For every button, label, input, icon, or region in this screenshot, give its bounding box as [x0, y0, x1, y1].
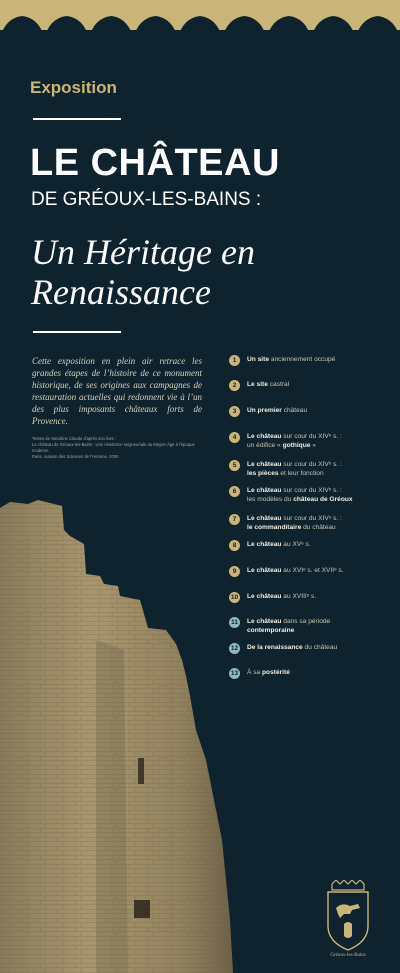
toc-item-rest: au XVIIIᵉ s. [281, 593, 317, 600]
title-rule-bottom [33, 331, 121, 333]
toc-item-text [247, 356, 397, 365]
toc-line2-tail: et leur fonction [278, 469, 324, 477]
toc-number-badge: 11 [229, 617, 240, 628]
toc-number-badge: 13 [230, 670, 239, 677]
toc-item-bold: Le château [247, 515, 282, 522]
toc-item-bold: De la renaissance [247, 644, 303, 651]
toc-item-bold-tail: postérité [262, 669, 290, 676]
title-rule-top [33, 118, 121, 120]
toc-line2-bold: contemporaine [247, 626, 295, 634]
toc-item-rest: château [281, 407, 308, 414]
crest-label: Gréoux-les-Bains [330, 953, 366, 958]
toc-item-rest: du château [302, 644, 338, 651]
toc-item-rest: dans sa période [281, 618, 331, 625]
toc-item-rest: au XVᵉ s. [281, 541, 311, 548]
toc-item-rest: castral [267, 381, 290, 388]
toc-item-bold: Le château [247, 461, 282, 468]
toc-line2-text: les modèles du [247, 495, 294, 503]
page-subtitle: DE GRÉOUX-LES-BAINS : [31, 189, 262, 210]
toc-line2-bold: le commanditaire [247, 523, 302, 531]
toc-item-text [247, 407, 397, 416]
town-crest-icon [322, 880, 374, 952]
toc-item-bold: Un site [247, 356, 269, 363]
toc-number-badge: 7 [229, 514, 240, 525]
toc-item-rest: À sa [247, 669, 263, 676]
credit-line: Textes de Sandrine Claude d'après son livre : [32, 436, 117, 441]
toc-item-bold: Le château [247, 593, 282, 600]
toc-number-badge: 5 [229, 460, 240, 471]
toc-line2-bold: château de Gréoux [293, 495, 353, 503]
credit-line: Paris, maison des Sciences de l'Homme, 2000 [32, 454, 119, 459]
toc-number-badge: 2 [229, 380, 240, 391]
toc-number-badge: 9 [229, 566, 240, 577]
toc-item-bold: Un premier [247, 407, 282, 414]
toc-item-rest: sur cour du XIVᵉ s. : [281, 461, 342, 468]
toc-item-line2 [247, 470, 397, 479]
credits [32, 436, 212, 460]
toc-line2-bold: les pièces [247, 469, 279, 477]
toc-line2-text: un édifice « [247, 441, 283, 449]
exhibition-label: Exposition [30, 78, 117, 97]
toc-item-rest: sur cour du XIVᵉ s. : [281, 433, 342, 440]
toc-item-text [247, 381, 397, 390]
credit-line: Le château de Gréoux-les-Bains : Une résidence seigneuriale du Moyen Âge à l'époque moderne [32, 442, 195, 453]
toc-line2-tail: du château [301, 523, 336, 531]
toc-item-bold: Le château [247, 433, 282, 440]
toc-number-badge: 3 [229, 406, 240, 417]
intro-text: Cette exposition en plein air retrace les grandes étapes de l’histoire de ce monument historique, de ses origines aux campagnes de restauration actuelles qui redonnent vie à l’un des plus imposants châteaux forts de Provence. [32, 356, 202, 426]
toc-number-badge: 1 [229, 355, 240, 366]
page-title: LE CHÂTEAU [30, 142, 280, 184]
toc-item-bold: Le site [247, 381, 268, 388]
toc-item-bold: Le château [247, 541, 282, 548]
toc-item-bold: Le château [247, 618, 282, 625]
toc-line2-tail: » [310, 441, 316, 449]
toc-item-bold: Le château [247, 487, 282, 494]
toc-number-badge: 8 [229, 540, 240, 551]
toc-item-text [247, 461, 397, 478]
toc-line2-bold: gothique [282, 441, 311, 449]
toc-number-badge: 4 [229, 432, 240, 443]
toc-item-rest: anciennement occupé [268, 356, 336, 363]
toc-item-line2 [247, 442, 397, 451]
toc-number-badge: 10 [230, 594, 239, 601]
toc-item-rest: au XVIᵉ s. et XVIIᵉ s. [281, 567, 344, 574]
toc-number-badge: 6 [229, 486, 240, 497]
toc-item-rest: sur cour du XIVᵉ s. : [281, 515, 342, 522]
toc-item-bold: Le château [247, 567, 282, 574]
decorative-arch-band [0, 0, 400, 62]
page-tagline: Un Héritage en Renaissance [31, 232, 255, 312]
toc-number-badge: 12 [230, 645, 239, 652]
toc-item-rest: sur cour du XIVᵉ s. : [281, 487, 342, 494]
toc-item-text [247, 433, 397, 450]
